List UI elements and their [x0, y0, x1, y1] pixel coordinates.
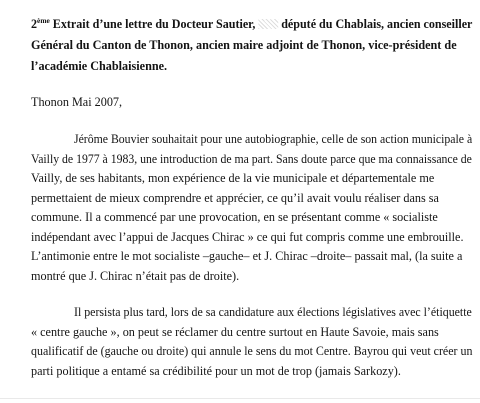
paragraph-1-line-8: montré que J. Chirac n’était pas de droite).: [31, 269, 240, 283]
scan-edge: [0, 398, 480, 399]
paragraph-1-line-6: indépendant avec l’appui de Jacques Chirac » ce qui fut compris comme une embrouille.: [31, 230, 464, 244]
paragraph-2-line-2: « centre gauche », on peut se réclamer du centre surtout en Haute Savoie, mais sans: [31, 325, 439, 339]
paragraph-1-line-1: Jérôme Bouvier souhaitait pour une autobiographie, celle de son action municipale à: [74, 132, 473, 146]
paragraph-1-line-7: L’antimonie entre le mot socialiste –gauche– et J. Chirac –droite– passait mal, (la suite a: [31, 249, 463, 263]
paragraph-1-line-4: permettaient de mieux comprendre et apprécier, ce qu’il avait voulu réaliser dans sa: [31, 191, 439, 205]
heading-line-2: Général du Canton de Thonon, ancien maire adjoint de Thonon, vice-président de: [31, 38, 457, 52]
paragraph-2-line-1: Il persista plus tard, lors de sa candidature aux élections législatives avec l’étiquette: [74, 305, 472, 319]
redaction-mark: [258, 19, 278, 29]
heading-line-3: l’académie Chablaisienne.: [31, 59, 168, 73]
paragraph-1-line-2: Vailly de 1977 à 1983, une introduction de ma part. Sans doute parce que ma connaissance de: [31, 152, 472, 166]
heading-line-1: [31, 17, 472, 31]
paragraph-1-line-3: Vailly, de ses habitants, mon expérience de la vie municipale et départementale me: [31, 171, 435, 185]
paragraph-2-line-3: qualificatif de (gauche ou droite) qui annule le sens du mot Centre. Bayrou qui veut créer un: [31, 344, 473, 358]
heading-ordinal: 2: [31, 17, 38, 31]
heading-ordinal-suffix: ème: [37, 16, 50, 25]
paragraph-2-line-4: parti politique a entamé sa crédibilité pour un mot de trop (jamais Sarkozy).: [31, 364, 401, 378]
paragraph-1-line-5: commune. Il a commencé par une provocation, en se présentant comme « socialiste: [31, 210, 438, 224]
date-line: Thonon Mai 2007,: [31, 95, 123, 109]
heading-text-end: député du Chablais, ancien conseiller: [281, 17, 473, 31]
heading-text-start: Extrait d’une lettre du Docteur Sautier,: [52, 17, 256, 31]
